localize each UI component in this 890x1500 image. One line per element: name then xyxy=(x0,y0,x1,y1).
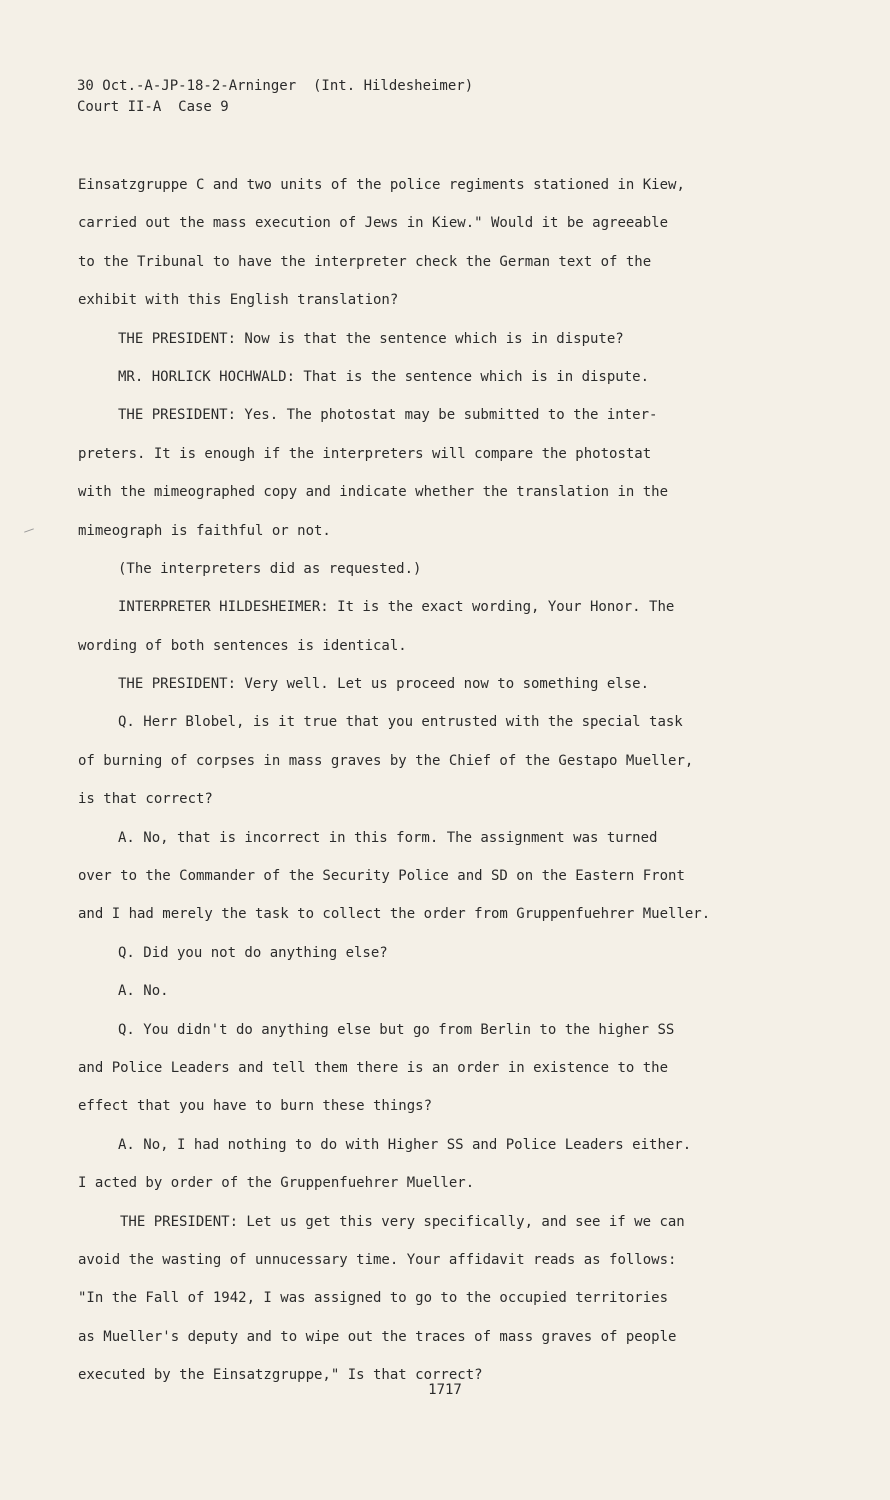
transcript-line: is that correct? xyxy=(78,791,213,808)
header-line-2: Court II-A Case 9 xyxy=(77,99,229,115)
transcript-line: and I had merely the task to collect the order from Gruppenfuehrer Mueller. xyxy=(78,906,711,923)
transcript-line: mimeograph is faithful or not. xyxy=(78,522,331,539)
transcript-line: INTERPRETER HILDESHEIMER: It is the exact wording, Your Honor. The xyxy=(118,599,675,616)
transcript-line: of burning of corpses in mass graves by the Chief of the Gestapo Mueller, xyxy=(78,752,694,769)
transcript-line: "In the Fall of 1942, I was assigned to go to the occupied territories xyxy=(78,1290,669,1307)
transcript-line: A. No. xyxy=(118,983,169,1000)
transcript-line: THE PRESIDENT: Now is that the sentence which is in dispute? xyxy=(118,330,624,347)
document-header xyxy=(77,76,473,118)
transcript-line: Einsatzgruppe C and two units of the police regiments stationed in Kiew, xyxy=(78,177,685,193)
transcript-line: (The interpreters did as requested.) xyxy=(118,560,422,577)
transcript-line: as Mueller's deputy and to wipe out the traces of mass graves of people xyxy=(78,1328,677,1345)
transcript-line: I acted by order of the Gruppenfuehrer Mueller. xyxy=(78,1175,475,1192)
transcript-line: carried out the mass execution of Jews in Kiew." Would it be agreeable xyxy=(78,215,669,232)
page-number: 1717 xyxy=(428,1382,462,1398)
transcript-line: effect that you have to burn these things? xyxy=(78,1098,433,1115)
transcript-line: exhibit with this English translation? xyxy=(78,292,399,309)
transcript-line: over to the Commander of the Security Police and SD on the Eastern Front xyxy=(78,868,685,885)
transcript-line: MR. HORLICK HOCHWALD: That is the sentence which is in dispute. xyxy=(118,368,650,385)
transcript-line: A. No, I had nothing to do with Higher SS and Police Leaders either. xyxy=(118,1136,692,1153)
transcript-line: THE PRESIDENT: Let us get this very specifically, and see if we can xyxy=(120,1213,685,1230)
header-line-1: 30 Oct.-A-JP-18-2-Arninger (Int. Hildesheimer) xyxy=(77,78,474,94)
transcript-line: Q. Did you not do anything else? xyxy=(118,944,388,961)
transcript-line: THE PRESIDENT: Yes. The photostat may be submitted to the inter- xyxy=(118,407,658,424)
transcript-line: avoid the wasting of unnucessary time. Your affidavit reads as follows: xyxy=(78,1251,677,1268)
transcript-line: A. No, that is incorrect in this form. The assignment was turned xyxy=(118,829,658,846)
transcript-line: to the Tribunal to have the interpreter check the German text of the xyxy=(78,253,652,270)
transcript-line: THE PRESIDENT: Very well. Let us proceed now to something else. xyxy=(118,676,650,693)
transcript-body xyxy=(78,166,818,1395)
transcript-line: executed by the Einsatzgruppe," Is that correct? xyxy=(78,1367,483,1384)
transcript-line: wording of both sentences is identical. xyxy=(78,637,407,654)
transcript-line: and Police Leaders and tell them there is an order in existence to the xyxy=(78,1059,669,1076)
transcript-line: with the mimeographed copy and indicate whether the translation in the xyxy=(78,484,669,501)
transcript-line: preters. It is enough if the interpreters will compare the photostat xyxy=(78,445,652,462)
transcript-line: Q. Herr Blobel, is it true that you entrusted with the special task xyxy=(118,714,683,731)
transcript-line: Q. You didn't do anything else but go from Berlin to the higher SS xyxy=(118,1021,675,1038)
margin-mark xyxy=(24,528,34,532)
